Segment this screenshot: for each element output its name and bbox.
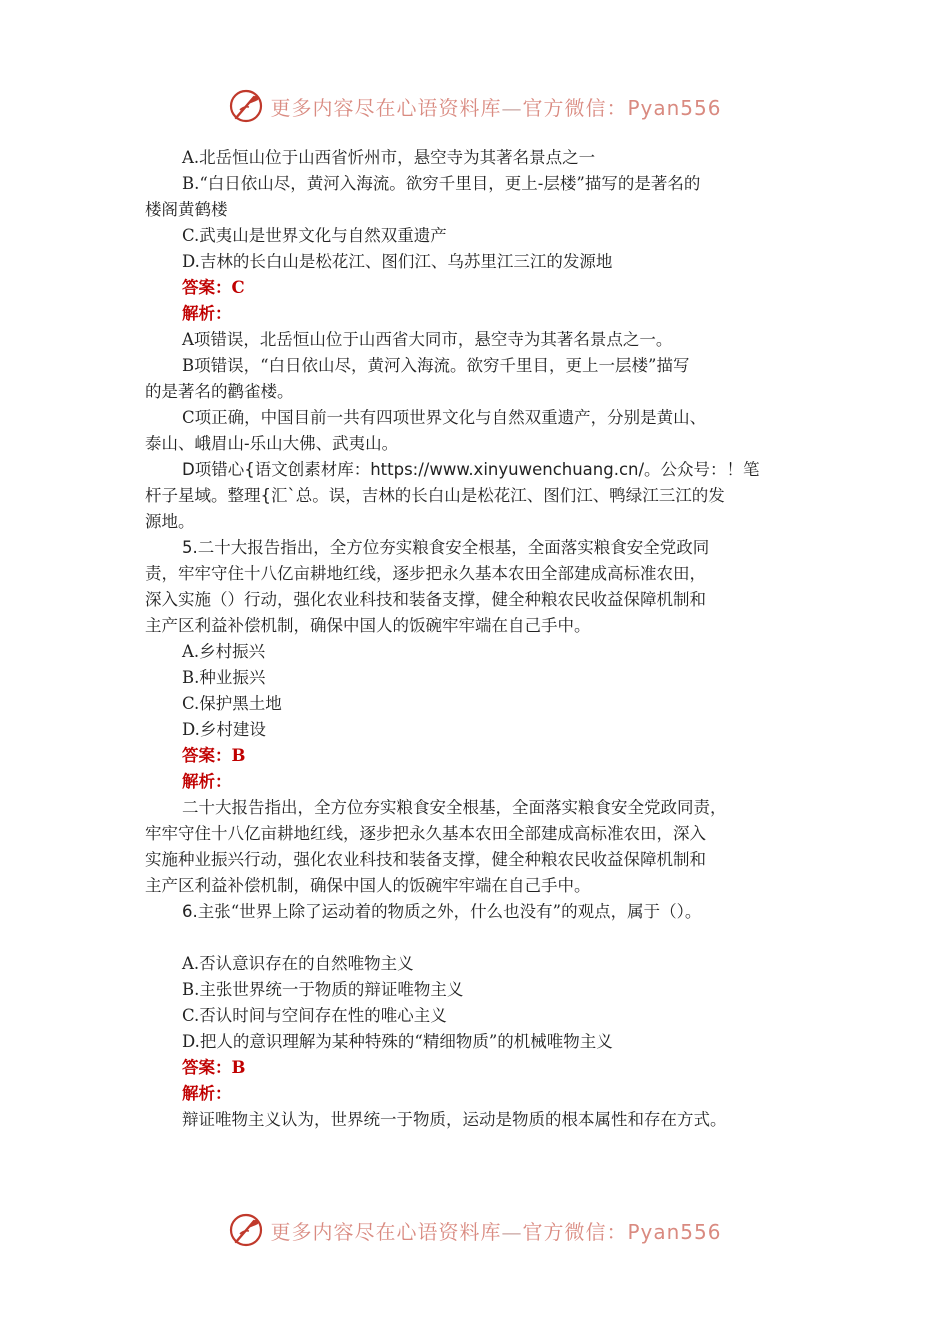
spacer bbox=[145, 925, 815, 951]
q4-analysis-line: A项错误，北岳恒山位于山西省大同市，悬空寺为其著名景点之一。 bbox=[182, 330, 673, 349]
banner-text: 更多内容尽在心语资料库—官方微信：Pyan556 bbox=[270, 95, 722, 120]
banner-text: 更多内容尽在心语资料库—官方微信：Pyan556 bbox=[270, 1219, 722, 1244]
quill-logo-icon bbox=[228, 1212, 264, 1248]
q4-answer: 答案：C bbox=[182, 278, 245, 297]
q5-stem-first: 5.二十大报告指出，全方位夯实粮食安全根基，全面落实粮食安全党政同 bbox=[182, 538, 710, 557]
q5-analysis-line: 实施种业振兴行动，强化农业科技和装备支撑，健全种粮农民收益保障机制和 bbox=[145, 850, 706, 869]
q4-analysis-line: 源地。 bbox=[145, 512, 195, 531]
q6-number: 6. bbox=[182, 902, 198, 921]
q4-option-a: A.北岳恒山位于山西省忻州市，悬空寺为其著名景点之一 bbox=[182, 148, 596, 167]
q5-option-b: B.种业振兴 bbox=[182, 668, 266, 687]
q4-analysis-label: 解析： bbox=[182, 304, 232, 323]
q5-stem-line: 责，牢牢守住十八亿亩耕地红线，逐步把永久基本农田全部建成高标准农田， bbox=[145, 564, 706, 583]
q5-answer: 答案：B bbox=[182, 746, 246, 765]
q5-analysis-line: 二十大报告指出，全方位夯实粮食安全根基，全面落实粮食安全党政同责， bbox=[182, 798, 727, 817]
q4-option-b-cont: 楼阁黄鹤楼 bbox=[145, 200, 228, 219]
q6-answer: 答案：B bbox=[182, 1058, 246, 1077]
q4-analysis-line: 的是著名的鹳雀楼。 bbox=[145, 382, 294, 401]
header-banner bbox=[0, 86, 950, 126]
q4-analysis-line: 杆子星域。整理{汇`总。误，吉林的长白山是松花江、图们江、鸭绿江三江的发 bbox=[145, 486, 725, 505]
document-body bbox=[145, 145, 815, 1133]
q5-stem-line: 主产区利益补偿机制，确保中国人的饭碗牢牢端在自己手中。 bbox=[145, 616, 591, 635]
q6-analysis-line: 辩证唯物主义认为，世界统一于物质，运动是物质的根本属性和存在方式。 bbox=[182, 1110, 727, 1129]
q4-option-d: D.吉林的长白山是松花江、图们江、乌苏里江三江的发源地 bbox=[182, 252, 613, 271]
q6-option-a: A.否认意识存在的自然唯物主义 bbox=[182, 954, 414, 973]
q6-analysis-label: 解析： bbox=[182, 1084, 232, 1103]
q5-number: 5. bbox=[182, 538, 198, 557]
q4-option-b: B.“白日依山尽，黄河入海流。欲穷千里目，更上-层楼”描写的是著名的 bbox=[182, 174, 701, 193]
q6-option-c: C.否认时间与空间存在性的唯心主义 bbox=[182, 1006, 447, 1025]
q6-stem: 6.主张“世界上除了运动着的物质之外，什么也没有”的观点，属于（）。 bbox=[182, 902, 702, 921]
q6-option-b: B.主张世界统一于物质的辩证唯物主义 bbox=[182, 980, 464, 999]
q5-analysis-line: 主产区利益补偿机制，确保中国人的饭碗牢牢端在自己手中。 bbox=[145, 876, 591, 895]
q4-option-c: C.武夷山是世界文化与自然双重遗产 bbox=[182, 226, 447, 245]
q5-option-a: A.乡村振兴 bbox=[182, 642, 266, 661]
q5-option-d: D.乡村建设 bbox=[182, 720, 266, 739]
q5-stem-line: 深入实施（）行动，强化农业科技和装备支撑，健全种粮农民收益保障机制和 bbox=[145, 590, 706, 609]
q4-analysis-line: 泰山、峨眉山-乐山大佛、武夷山。 bbox=[145, 434, 399, 453]
q4-analysis-line: C项正确，中国目前一共有四项世界文化与自然双重遗产，分别是黄山、 bbox=[182, 408, 707, 427]
q5-analysis-label: 解析： bbox=[182, 772, 232, 791]
q5-analysis-line: 牢牢守住十八亿亩耕地红线，逐步把永久基本农田全部建成高标准农田，深入 bbox=[145, 824, 706, 843]
quill-logo-icon bbox=[228, 88, 264, 124]
footer-banner bbox=[0, 1210, 950, 1250]
q5-option-c: C.保护黑土地 bbox=[182, 694, 282, 713]
q4-analysis-line: D项错心{语文创素材库：https://www.xinyuwenchuang.cn/。公众号：！笔 bbox=[182, 460, 760, 479]
q4-analysis-line: B项错误，“白日依山尽，黄河入海流。欲穷千里目，更上一层楼”描写 bbox=[182, 356, 690, 375]
q6-option-d: D.把人的意识理解为某种特殊的“精细物质”的机械唯物主义 bbox=[182, 1032, 613, 1051]
